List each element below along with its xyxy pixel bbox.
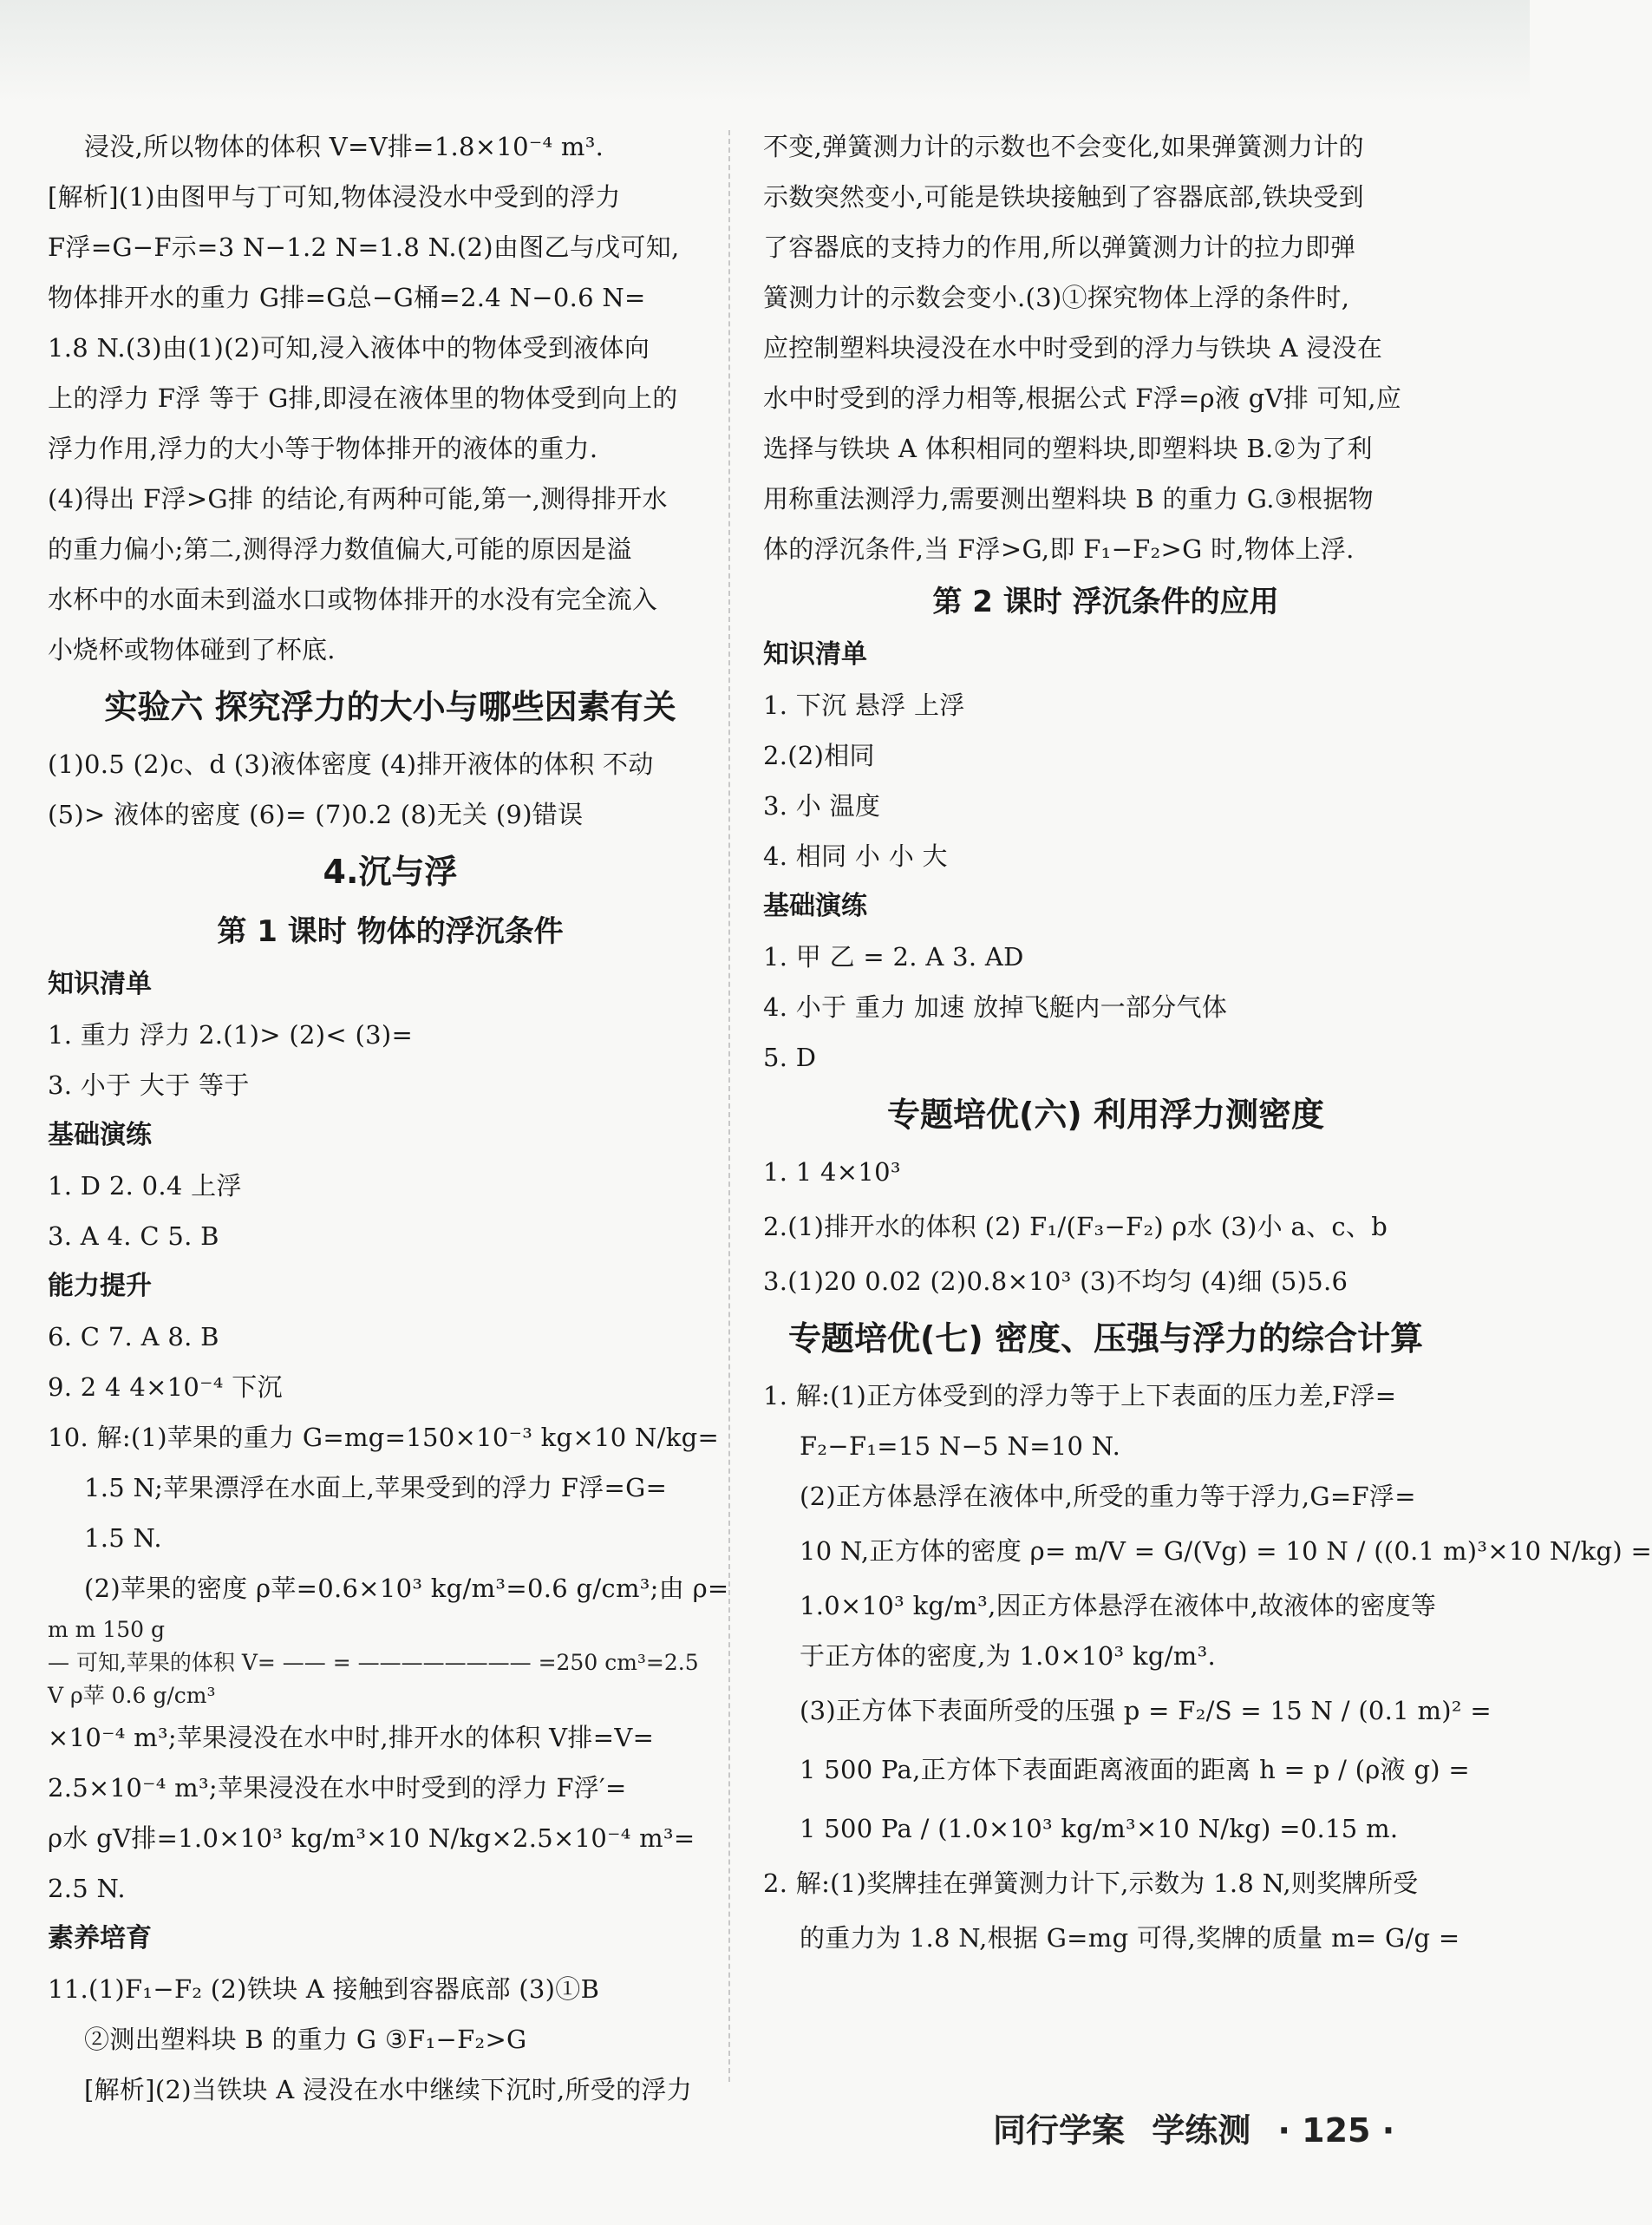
section-4-title: 4.沉与浮 bbox=[323, 853, 458, 891]
text-line: 簧测力计的示数会变小.(3)①探究物体上浮的条件时, bbox=[763, 283, 1350, 312]
text-line: 4. 小于 重力 加速 放掉飞艇内一部分气体 bbox=[763, 992, 1228, 1022]
topic-6-title: 专题培优(六) 利用浮力测密度 bbox=[887, 1096, 1324, 1134]
lesson-1-title: 第 1 课时 物体的浮沉条件 bbox=[217, 914, 564, 949]
ability-label: 能力提升 bbox=[48, 1271, 152, 1301]
text-line: 2. 解:(1)奖牌挂在弹簧测力计下,示数为 1.8 N,则奖牌所受 bbox=[763, 1868, 1419, 1898]
right-column bbox=[763, 121, 1652, 1967]
basic-practice-label: 基础演练 bbox=[48, 1120, 152, 1150]
text-line: 示数突然变小,可能是铁块接触到了容器底部,铁块受到 bbox=[763, 182, 1364, 212]
text-line: 1. 下沉 悬浮 上浮 bbox=[763, 690, 965, 720]
text-line: 1. 重力 浮力 2.(1)> (2)< (3)= bbox=[48, 1020, 414, 1050]
text-line: 用称重法测浮力,需要测出塑料块 B 的重力 G.③根据物 bbox=[763, 484, 1374, 514]
fraction-top: m m 150 g bbox=[48, 1617, 165, 1642]
text-line: 水中时受到的浮力相等,根据公式 F浮=ρ液 gV排 可知,应 bbox=[763, 383, 1402, 413]
text-line: [解析](2)当铁块 A 浸没在水中继续下沉时,所受的浮力 bbox=[84, 2075, 693, 2104]
text-line: 浸没,所以物体的体积 V=V排=1.8×10⁻⁴ m³. bbox=[84, 132, 604, 161]
text-line: (1)0.5 (2)c、d (3)液体密度 (4)排开液体的体积 不动 bbox=[48, 749, 654, 779]
text-line: (5)> 液体的密度 (6)= (7)0.2 (8)无关 (9)错误 bbox=[48, 800, 584, 829]
text-line: 2.5 N. bbox=[48, 1874, 126, 1903]
fraction-bottom: V ρ苹 0.6 g/cm³ bbox=[48, 1683, 216, 1708]
text-line: 6. C 7. A 8. B bbox=[48, 1322, 219, 1351]
text-line: 2.(2)相同 bbox=[763, 741, 875, 770]
text-line: F₂−F₁=15 N−5 N=10 N. bbox=[800, 1431, 1121, 1461]
literacy-label: 素养培育 bbox=[48, 1923, 152, 1953]
text-line: 11.(1)F₁−F₂ (2)铁块 A 接触到容器底部 (3)①B bbox=[48, 1974, 600, 2004]
top-shadow-band bbox=[0, 0, 1530, 104]
text-line: 1. 解:(1)正方体受到的浮力等于上下表面的压力差,F浮= bbox=[763, 1381, 1397, 1410]
text-line: 小烧杯或物体碰到了杯底. bbox=[48, 635, 336, 664]
page-number: · 125 · bbox=[1277, 2111, 1395, 2150]
text-line: 3.(1)20 0.02 (2)0.8×10³ (3)不均匀 (4)细 (5)5.6 bbox=[763, 1266, 1348, 1296]
text-line: 浮力作用,浮力的大小等于物体排开的液体的重力. bbox=[48, 434, 598, 463]
text-line: 10. 解:(1)苹果的重力 G=mg=150×10⁻³ kg×10 N/kg= bbox=[48, 1423, 720, 1452]
formula-line: 1 500 Pa,正方体下表面距离液面的距离 h = p / (ρ液 g) = bbox=[800, 1755, 1471, 1784]
text-line: 9. 2 4 4×10⁻⁴ 下沉 bbox=[48, 1372, 283, 1402]
text-line: 3. A 4. C 5. B bbox=[48, 1221, 219, 1251]
experiment-6-title: 实验六 探究浮力的大小与哪些因素有关 bbox=[104, 688, 676, 726]
left-column bbox=[48, 121, 733, 2115]
formula-line: (3)正方体下表面所受的压强 p = F₂/S = 15 N / (0.1 m)² = bbox=[800, 1696, 1492, 1725]
text-line: 应控制塑料块浸没在水中时受到的浮力与铁块 A 浸没在 bbox=[763, 333, 1383, 363]
text-line: 体的浮沉条件,当 F浮>G,即 F₁−F₂>G 时,物体上浮. bbox=[763, 534, 1355, 564]
text-line: 1.5 N;苹果漂浮在水面上,苹果受到的浮力 F浮=G= bbox=[84, 1473, 668, 1502]
text-line: F浮=G−F示=3 N−1.2 N=1.8 N.(2)由图乙与戊可知, bbox=[48, 232, 680, 262]
text-line: 水杯中的水面未到溢水口或物体排开的水没有完全流入 bbox=[48, 585, 658, 614]
text-line: 1.0×10³ kg/m³,因正方体悬浮在液体中,故液体的密度等 bbox=[800, 1591, 1437, 1620]
text-line: ②测出塑料块 B 的重力 G ③F₁−F₂>G bbox=[84, 2025, 527, 2054]
text-line: 选择与铁块 A 体积相同的塑料块,即塑料块 B.②为了利 bbox=[763, 434, 1373, 463]
text-line: [解析](1)由图甲与丁可知,物体浸没水中受到的浮力 bbox=[48, 182, 621, 212]
text-line: 的重力为 1.8 N,根据 G=mg 可得,奖牌的质量 m= G/g = bbox=[800, 1923, 1460, 1953]
text-line: 了容器底的支持力的作用,所以弹簧测力计的拉力即弹 bbox=[763, 232, 1356, 262]
text-line: (2)正方体悬浮在液体中,所受的重力等于浮力,G=F浮= bbox=[800, 1482, 1416, 1511]
text-line: (4)得出 F浮>G排 的结论,有两种可能,第一,测得排开水 bbox=[48, 484, 668, 514]
topic-7-title: 专题培优(七) 密度、压强与浮力的综合计算 bbox=[788, 1319, 1423, 1358]
knowledge-list-label: 知识清单 bbox=[48, 969, 152, 999]
text-line: 1. 1 4×10³ bbox=[763, 1157, 901, 1187]
text-line: 3. 小于 大于 等于 bbox=[48, 1070, 250, 1100]
knowledge-list-label: 知识清单 bbox=[763, 639, 867, 670]
text-line: 2.(1)排开水的体积 (2) F₁/(F₃−F₂) ρ水 (3)小 a、c、b bbox=[763, 1212, 1388, 1241]
fraction-line: — 可知,苹果的体积 V= —— = ———————— =250 cm³=2.5 bbox=[48, 1650, 699, 1675]
text-line: 1.5 N. bbox=[84, 1523, 162, 1553]
text-line: 1. 甲 乙 = 2. A 3. AD bbox=[763, 942, 1024, 972]
lesson-2-title: 第 2 课时 浮沉条件的应用 bbox=[932, 585, 1279, 619]
text-line: ×10⁻⁴ m³;苹果浸没在水中时,排开水的体积 V排=V= bbox=[48, 1723, 655, 1752]
text-line: 1.8 N.(3)由(1)(2)可知,浸入液体中的物体受到液体向 bbox=[48, 333, 650, 363]
formula-line: 10 N,正方体的密度 ρ= m/V = G/(Vg) = 10 N / ((0.1 m)³×10 N/kg) = bbox=[800, 1536, 1652, 1566]
text-line: 4. 相同 小 小 大 bbox=[763, 841, 948, 871]
text-line: 1. D 2. 0.4 上浮 bbox=[48, 1171, 242, 1201]
text-line: 的重力偏小;第二,测得浮力数值偏大,可能的原因是溢 bbox=[48, 534, 632, 564]
text-line: (2)苹果的密度 ρ苹=0.6×10³ kg/m³=0.6 g/cm³;由 ρ= bbox=[84, 1574, 729, 1603]
text-line: 于正方体的密度,为 1.0×10³ kg/m³. bbox=[800, 1641, 1217, 1671]
footer-series: 学练测 bbox=[1152, 2111, 1251, 2150]
text-line: 物体排开水的重力 G排=G总−G桶=2.4 N−0.6 N= bbox=[48, 283, 646, 312]
basic-practice-label: 基础演练 bbox=[763, 891, 867, 921]
formula-line: 1 500 Pa / (1.0×10³ kg/m³×10 N/kg) =0.15 m. bbox=[800, 1814, 1399, 1843]
text-line: 3. 小 温度 bbox=[763, 791, 881, 821]
footer-brand: 同行学案 bbox=[993, 2111, 1126, 2150]
text-line: 上的浮力 F浮 等于 G排,即浸在液体里的物体受到向上的 bbox=[48, 383, 678, 413]
page-footer bbox=[993, 2104, 1410, 2151]
text-line: ρ水 gV排=1.0×10³ kg/m³×10 N/kg×2.5×10⁻⁴ m³= bbox=[48, 1823, 695, 1853]
text-line: 不变,弹簧测力计的示数也不会变化,如果弹簧测力计的 bbox=[763, 132, 1364, 161]
text-line: 2.5×10⁻⁴ m³;苹果浸没在水中时受到的浮力 F浮′= bbox=[48, 1773, 627, 1803]
text-line: 5. D bbox=[763, 1043, 817, 1072]
